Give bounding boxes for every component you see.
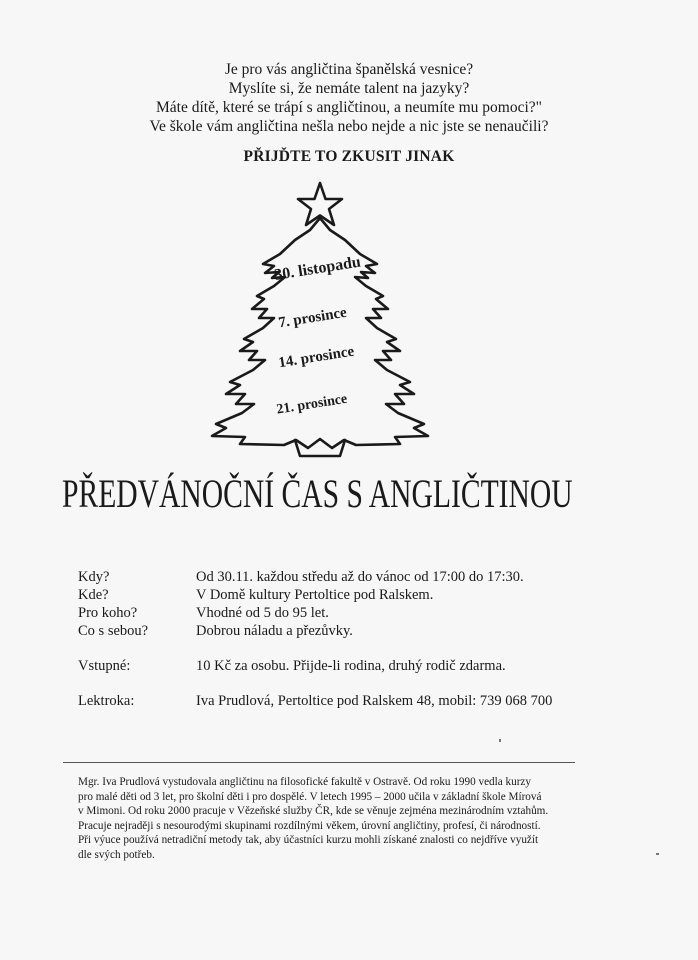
lecturer-bio xyxy=(78,775,608,862)
christmas-tree-illustration xyxy=(180,178,450,460)
section-divider xyxy=(63,762,575,763)
tree-date-3: 14. prosince xyxy=(277,343,356,372)
detail-label: Pro koho? xyxy=(78,605,138,621)
intro-questions xyxy=(0,60,698,136)
bio-line: pro malé děti od 3 let, pro školní děti i pro dospělé. V letech 1995 – 2000 učila v základní škole Mírová xyxy=(78,790,542,803)
tree-date-2: 7. prosince xyxy=(277,304,348,332)
tree-trunk xyxy=(295,440,345,456)
scan-speck xyxy=(499,739,501,742)
lecturer-label: Lektroka: xyxy=(78,693,135,709)
detail-value: V Domě kultury Pertoltice pod Ralskem. xyxy=(196,587,434,603)
detail-value: Od 30.11. každou středu až do vánoc od 17:00 do 17:30. xyxy=(196,569,524,585)
lecturer-value: Iva Prudlová, Pertoltice pod Ralskem 48, mobil: 739 068 700 xyxy=(196,693,553,709)
detail-label: Co s sebou? xyxy=(78,623,149,639)
main-title: PŘEDVÁNOČNÍ ČAS S ANGLIČTINOU xyxy=(62,471,573,516)
intro-line: Je pro vás angličtina španělská vesnice? xyxy=(224,61,474,78)
bio-line: v Mimoni. Od roku 2000 pracuje v Vězeňské služby ČR, kde se věnuje zejména mezinárodním vztahům. xyxy=(78,805,549,817)
intro-line: Ve škole vám angličtina nešla nebo nejde a nic jste se nenaučili? xyxy=(149,118,549,135)
fee-value: 10 Kč za osobu. Přijde-li rodina, druhý rodič zdarma. xyxy=(196,658,506,674)
detail-value: Dobrou náladu a přezůvky. xyxy=(196,623,353,639)
scan-speck xyxy=(656,853,659,855)
tree-date-1: 30. listopadu xyxy=(273,253,362,284)
bio-line: Mgr. Iva Prudlová vystudovala angličtinu na filosofické fakultě v Ostravě. Od roku 1990 vedla kurzy xyxy=(78,776,531,788)
intro-line: Máte dítě, které se trápí s angličtinou, a neumíte mu pomoci?" xyxy=(156,99,542,116)
detail-label: Kdy? xyxy=(78,569,110,585)
call-to-action: PŘIJĎTE TO ZKUSIT JINAK xyxy=(243,148,455,165)
bio-line: Pracuje nejraději s nesourodými skupinami rozdílnými věkem, úrovní angličtiny, profesí, či národností. xyxy=(78,819,541,832)
bio-line: dle svých potřeb. xyxy=(78,848,155,861)
tree-date-4: 21. prosince xyxy=(275,391,349,418)
intro-line: Myslíte si, že nemáte talent na jazyky? xyxy=(228,80,470,97)
detail-value: Vhodné od 5 do 95 let. xyxy=(196,605,329,621)
tree-outline xyxy=(212,218,428,448)
detail-label: Kde? xyxy=(78,587,109,603)
fee-label: Vstupné: xyxy=(78,658,131,674)
bio-line: Při výuce používá netradiční metody tak, aby účastníci kurzu mohli získané znalosti co nejdříve využít xyxy=(78,834,539,846)
